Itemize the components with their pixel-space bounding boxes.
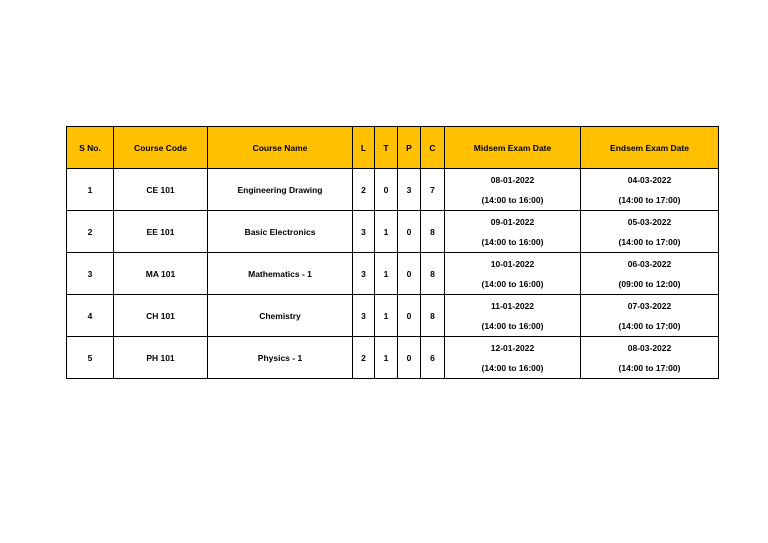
cell-sno: 2 xyxy=(67,211,114,253)
cell-sno: 1 xyxy=(67,169,114,211)
header-row xyxy=(67,127,719,169)
header-endsem-date: Endsem Exam Date xyxy=(581,127,719,169)
cell-c: 8 xyxy=(421,295,445,337)
cell-l: 3 xyxy=(353,253,375,295)
header-l: L xyxy=(353,127,375,169)
cell-course-code: CE 101 xyxy=(114,169,208,211)
table-body xyxy=(67,169,719,379)
cell-l: 2 xyxy=(353,169,375,211)
midsem-time: (14:00 to 16:00) xyxy=(481,236,544,247)
cell-sno: 3 xyxy=(67,253,114,295)
endsem-time: (14:00 to 17:00) xyxy=(618,236,681,247)
table-row xyxy=(67,253,719,295)
endsem-time: (14:00 to 17:00) xyxy=(618,320,681,331)
midsem-date: 08-01-2022 xyxy=(490,174,535,185)
table-row xyxy=(67,295,719,337)
endsem-date: 06-03-2022 xyxy=(627,258,672,269)
midsem-date: 10-01-2022 xyxy=(490,258,535,269)
cell-course-name: Physics - 1 xyxy=(208,337,353,379)
cell-midsem xyxy=(445,211,581,253)
cell-l: 2 xyxy=(353,337,375,379)
header-c: C xyxy=(421,127,445,169)
cell-endsem xyxy=(581,169,719,211)
table-row xyxy=(67,169,719,211)
cell-course-code: CH 101 xyxy=(114,295,208,337)
cell-midsem xyxy=(445,337,581,379)
cell-p: 0 xyxy=(398,211,421,253)
endsem-time: (09:00 to 12:00) xyxy=(618,278,681,289)
cell-t: 1 xyxy=(375,295,398,337)
cell-course-name: Engineering Drawing xyxy=(208,169,353,211)
endsem-time: (14:00 to 17:00) xyxy=(618,362,681,373)
midsem-date: 11-01-2022 xyxy=(490,300,534,311)
cell-endsem xyxy=(581,211,719,253)
header-sno: S No. xyxy=(67,127,114,169)
cell-midsem xyxy=(445,169,581,211)
cell-endsem xyxy=(581,295,719,337)
cell-c: 8 xyxy=(421,211,445,253)
cell-t: 0 xyxy=(375,169,398,211)
cell-p: 0 xyxy=(398,253,421,295)
endsem-date: 05-03-2022 xyxy=(627,216,672,227)
midsem-time: (14:00 to 16:00) xyxy=(481,194,544,205)
header-course-name: Course Name xyxy=(208,127,353,169)
cell-p: 3 xyxy=(398,169,421,211)
midsem-time: (14:00 to 16:00) xyxy=(481,320,544,331)
endsem-date: 08-03-2022 xyxy=(627,342,672,353)
endsem-time: (14:00 to 17:00) xyxy=(618,194,681,205)
cell-p: 0 xyxy=(398,337,421,379)
cell-sno: 4 xyxy=(67,295,114,337)
header-midsem-date: Midsem Exam Date xyxy=(445,127,581,169)
cell-course-code: MA 101 xyxy=(114,253,208,295)
midsem-time: (14:00 to 16:00) xyxy=(481,278,544,289)
exam-schedule-table xyxy=(66,126,719,379)
cell-t: 1 xyxy=(375,337,398,379)
cell-endsem xyxy=(581,337,719,379)
cell-midsem xyxy=(445,295,581,337)
exam-schedule xyxy=(66,126,718,379)
cell-endsem xyxy=(581,253,719,295)
cell-c: 8 xyxy=(421,253,445,295)
midsem-date: 09-01-2022 xyxy=(490,216,535,227)
header-p: P xyxy=(398,127,421,169)
cell-t: 1 xyxy=(375,211,398,253)
cell-t: 1 xyxy=(375,253,398,295)
header-t: T xyxy=(375,127,398,169)
header-course-code: Course Code xyxy=(114,127,208,169)
cell-sno: 5 xyxy=(67,337,114,379)
cell-midsem xyxy=(445,253,581,295)
cell-c: 7 xyxy=(421,169,445,211)
cell-p: 0 xyxy=(398,295,421,337)
cell-l: 3 xyxy=(353,295,375,337)
cell-course-name: Mathematics - 1 xyxy=(208,253,353,295)
cell-course-name: Chemistry xyxy=(208,295,353,337)
table-row xyxy=(67,211,719,253)
table-row xyxy=(67,337,719,379)
cell-c: 6 xyxy=(421,337,445,379)
cell-l: 3 xyxy=(353,211,375,253)
endsem-date: 07-03-2022 xyxy=(627,300,672,311)
endsem-date: 04-03-2022 xyxy=(627,174,672,185)
cell-course-code: EE 101 xyxy=(114,211,208,253)
cell-course-code: PH 101 xyxy=(114,337,208,379)
table-header xyxy=(67,127,719,169)
cell-course-name: Basic Electronics xyxy=(208,211,353,253)
midsem-date: 12-01-2022 xyxy=(490,342,535,353)
midsem-time: (14:00 to 16:00) xyxy=(481,362,544,373)
